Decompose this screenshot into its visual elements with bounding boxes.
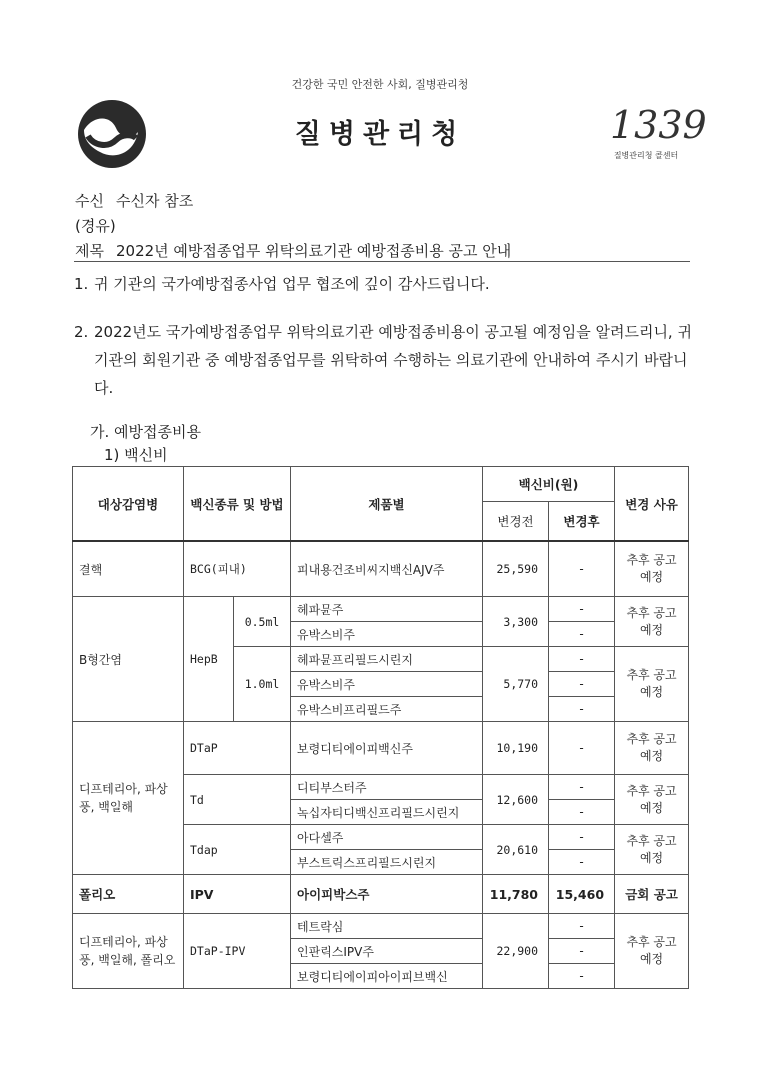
paragraph-1-number: 1.	[74, 275, 89, 293]
header-vaccine-type: 백신종류 및 방법	[184, 467, 291, 542]
polio-product: 아이피박스주	[291, 875, 483, 914]
paragraph-2	[74, 318, 694, 402]
dtp-before-2: 12,600	[483, 775, 549, 825]
tb-disease: 결핵	[73, 541, 184, 597]
table-row	[73, 875, 689, 914]
dtp-after-2: -	[549, 775, 615, 800]
dtapipv-disease: 디프테리아, 파상풍, 백일해, 폴리오	[73, 914, 184, 989]
paragraph-1-text: 귀 기관의 국가예방접종사업 업무 협조에 깊이 감사드립니다.	[94, 275, 490, 293]
divider	[74, 261, 690, 262]
subject-line	[75, 240, 511, 261]
hepb-dose-2: 1.0ml	[234, 647, 291, 722]
hepb-product-4: 유박스비주	[291, 672, 483, 697]
dtp-after-4: -	[549, 825, 615, 850]
dtp-product-4: 아다셀주	[291, 825, 483, 850]
dtapipv-before: 22,900	[483, 914, 549, 989]
subject-label: 제목	[75, 242, 104, 260]
hepb-after-2: -	[549, 622, 615, 647]
hepb-dose-1: 0.5ml	[234, 597, 291, 647]
dtp-product-1: 보령디티에이피백신주	[291, 722, 483, 775]
dtp-product-5: 부스트릭스프리필드시린지	[291, 850, 483, 875]
paragraph-2-number: 2.	[74, 323, 89, 341]
header-disease: 대상감염병	[73, 467, 184, 542]
dtapipv-after-1: -	[549, 914, 615, 939]
section-1: 1) 백신비	[104, 446, 168, 464]
table-row	[73, 914, 689, 939]
header-cost: 백신비(원)	[483, 467, 615, 502]
recipient-label: 수신	[75, 192, 104, 210]
vaccine-cost-table	[72, 466, 689, 989]
dtp-after-3: -	[549, 800, 615, 825]
dtp-type-3: Tdap	[184, 825, 291, 875]
callcenter-label: 질병관리청 콜센터	[613, 151, 679, 160]
hepb-after-1: -	[549, 597, 615, 622]
dtapipv-type: DTaP-IPV	[184, 914, 291, 989]
hepb-before-1: 3,300	[483, 597, 549, 647]
hepb-after-4: -	[549, 672, 615, 697]
tb-reason: 추후 공고 예정	[615, 541, 689, 597]
dtp-disease: 디프테리아, 파상풍, 백일해	[73, 722, 184, 875]
header-product: 제품별	[291, 467, 483, 542]
dtp-reason-3: 추후 공고 예정	[615, 825, 689, 875]
paragraph-2-text: 2022년도 국가예방접종업무 위탁의료기관 예방접종비용이 공고될 예정임을 알려드리니, 귀 기관의 회원기관 중 예방접종업무를 위탁하여 수행하는 의료기관에 안내하여 주시기 바랍니다.	[94, 323, 692, 397]
dtp-product-3: 녹십자티디백신프리필드시린지	[291, 800, 483, 825]
hepb-reason-1: 추후 공고 예정	[615, 597, 689, 647]
dtapipv-after-3: -	[549, 964, 615, 989]
org-name: 질병관리청	[294, 119, 466, 150]
dtapipv-reason: 추후 공고 예정	[615, 914, 689, 989]
dtp-after-1: -	[549, 722, 615, 775]
hepb-after-3: -	[549, 647, 615, 672]
section-ga: 가. 예방접종비용	[90, 423, 201, 441]
recipient-line	[75, 190, 193, 211]
dtp-after-5: -	[549, 850, 615, 875]
recipient-value: 수신자 참조	[115, 192, 194, 210]
table-header-row	[73, 467, 689, 502]
tb-after: -	[549, 541, 615, 597]
dtapipv-after-2: -	[549, 939, 615, 964]
dtp-type-1: DTaP	[184, 722, 291, 775]
dtp-reason-1: 추후 공고 예정	[615, 722, 689, 775]
table-row	[73, 597, 689, 622]
hepb-product-1: 헤파뮨주	[291, 597, 483, 622]
dtapipv-product-3: 보령디티에이피아이피브백신	[291, 964, 483, 989]
callcenter-number: 1339	[610, 103, 707, 147]
polio-before: 11,780	[483, 875, 549, 914]
dtapipv-product-1: 테트락심	[291, 914, 483, 939]
hepb-type: HepB	[184, 597, 234, 722]
dtp-before-1: 10,190	[483, 722, 549, 775]
tb-product: 피내용건조비씨지백신AJV주	[291, 541, 483, 597]
via-line: (경유)	[75, 217, 116, 235]
hepb-before-2: 5,770	[483, 647, 549, 722]
hepb-reason-2: 추후 공고 예정	[615, 647, 689, 722]
tb-type: BCG(피내)	[184, 541, 291, 597]
slogan: 건강한 국민 안전한 사회, 질병관리청	[291, 78, 469, 91]
hepb-after-5: -	[549, 697, 615, 722]
header-after: 변경후	[549, 502, 615, 542]
hepb-product-3: 헤파뮨프리필드시린지	[291, 647, 483, 672]
hepb-product-5: 유박스비프리필드주	[291, 697, 483, 722]
polio-after: 15,460	[549, 875, 615, 914]
header-reason: 변경 사유	[615, 467, 689, 542]
paragraph-1	[74, 270, 694, 298]
header-before: 변경전	[483, 502, 549, 542]
subject-value: 2022년 예방접종업무 위탁의료기관 예방접종비용 공고 안내	[115, 242, 512, 260]
dtapipv-product-2: 인판릭스IPV주	[291, 939, 483, 964]
hepb-product-2: 유박스비주	[291, 622, 483, 647]
dtp-product-2: 디티부스터주	[291, 775, 483, 800]
tb-before: 25,590	[483, 541, 549, 597]
table-row	[73, 541, 689, 597]
dtp-before-3: 20,610	[483, 825, 549, 875]
table-row	[73, 722, 689, 775]
polio-disease: 폴리오	[73, 875, 184, 914]
polio-type: IPV	[184, 875, 291, 914]
dtp-reason-2: 추후 공고 예정	[615, 775, 689, 825]
hepb-disease: B형간염	[73, 597, 184, 722]
dtp-type-2: Td	[184, 775, 291, 825]
polio-reason: 금회 공고	[615, 875, 689, 914]
